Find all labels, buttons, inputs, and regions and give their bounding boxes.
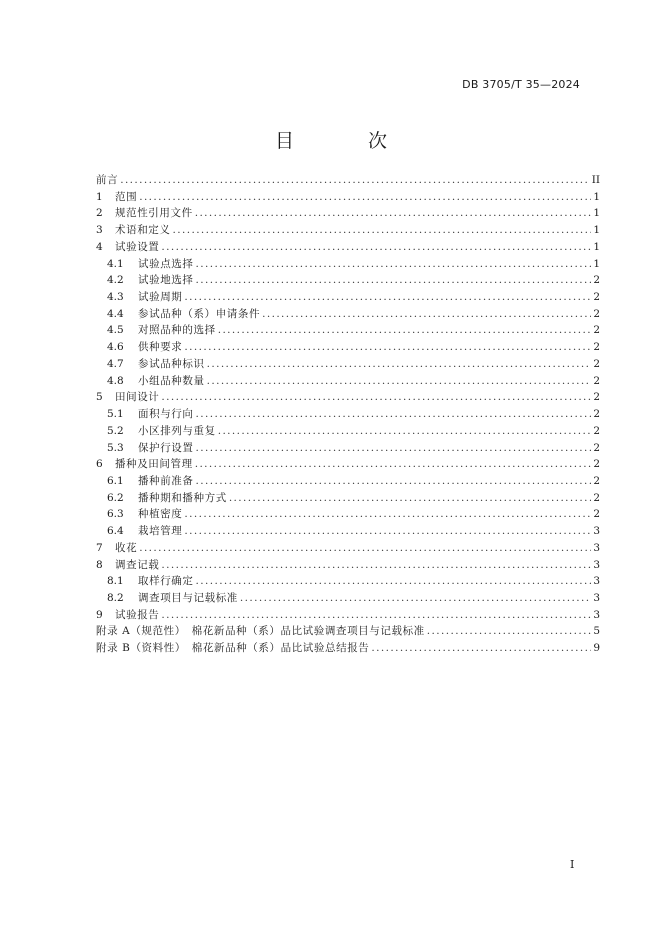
toc-entry-page: 1 [593,224,600,237]
toc-entry-page: 2 [593,474,600,487]
toc-dot-leader [229,492,592,504]
toc-dot-leader [196,442,592,454]
toc-entry-page: 2 [593,324,600,337]
toc-entry-page: 2 [593,391,600,404]
toc-entry-number: 5.1 [107,408,124,421]
toc-entry[interactable] [96,590,600,607]
toc-entry-page: 2 [593,408,600,421]
toc-entry-number: 4.4 [107,307,124,320]
toc-entry-title: 收花 [115,541,138,554]
toc-entry-number: 3 [96,224,103,237]
toc-entry-page: 3 [593,608,600,621]
toc-entry-number: 7 [96,541,103,554]
toc-entry-title: 小区排列与重复 [138,424,216,437]
toc-entry[interactable] [96,189,600,206]
table-of-contents [96,172,600,657]
toc-entry[interactable] [96,506,600,523]
toc-entry-title: 试验点选择 [138,257,194,270]
toc-entry-page: 3 [593,525,600,538]
toc-entry-number: 5.3 [107,441,124,454]
toc-entry-title: 参试品种（系）申请条件 [138,307,261,320]
toc-entry-title: 试验报告 [115,608,160,621]
toc-entry-number: 4.8 [107,374,124,387]
toc-entry-page: 2 [593,441,600,454]
toc-entry-number: 6 [96,458,103,471]
toc-entry-page: 1 [593,257,600,270]
toc-entry-number: 1 [96,190,103,203]
toc-entry-title: 播种期和播种方式 [138,491,227,504]
toc-dot-leader [218,324,592,336]
toc-entry-number: 6.2 [107,491,124,504]
toc-entry-page: 2 [593,291,600,304]
toc-dot-leader [195,207,592,219]
toc-entry-title: 播种及田间管理 [115,458,193,471]
toc-entry-number: 4.1 [107,257,124,270]
toc-entry-title: 附录 A（规范性） 棉花新品种（系）品比试验调查项目与记载标准 [96,625,425,638]
toc-dot-leader [196,258,592,270]
toc-entry-number: 5 [96,391,103,404]
toc-entry[interactable] [96,306,600,323]
toc-entry[interactable] [96,205,600,222]
toc-entry-title: 调查记载 [115,558,160,571]
toc-entry-page: 3 [593,575,600,588]
toc-entry-title: 参试品种标识 [138,357,205,370]
toc-dot-leader [262,308,591,320]
toc-dot-leader [371,642,591,654]
toc-dot-leader [207,375,592,387]
toc-entry-title: 规范性引用文件 [115,207,193,220]
toc-entry[interactable] [96,607,600,624]
toc-entry-title: 术语和定义 [115,224,171,237]
toc-entry-number: 6.3 [107,508,124,521]
toc-entry[interactable] [96,222,600,239]
toc-entry[interactable] [96,473,600,490]
toc-entry-title: 取样行确定 [138,575,194,588]
toc-dot-leader [184,508,591,520]
toc-entry-page: 2 [593,491,600,504]
toc-entry-number: 4.3 [107,291,124,304]
toc-dot-leader [196,408,592,420]
toc-entry-page: 2 [593,274,600,287]
toc-dot-leader [196,575,592,587]
toc-entry-number: 2 [96,207,103,220]
toc-dot-leader [196,274,592,286]
toc-entry[interactable] [96,540,600,557]
toc-entry[interactable] [96,406,600,423]
toc-dot-leader [207,358,592,370]
toc-entry-page: 2 [593,458,600,471]
toc-dot-leader [218,425,592,437]
toc-dot-leader [139,542,591,554]
toc-entry[interactable] [96,373,600,390]
toc-entry[interactable] [96,523,600,540]
toc-dot-leader [184,525,591,537]
toc-dot-leader [161,241,591,253]
toc-dot-leader [173,224,592,236]
toc-entry-page: 1 [593,190,600,203]
toc-entry[interactable] [96,389,600,406]
toc-entry-title: 面积与行向 [138,408,194,421]
toc-entry-page: 3 [593,541,600,554]
toc-dot-leader [161,609,591,621]
toc-dot-leader [161,391,591,403]
toc-entry-number: 4.7 [107,357,124,370]
toc-entry-page: 2 [593,508,600,521]
toc-entry-title: 栽培管理 [138,525,183,538]
toc-entry-title: 保护行设置 [138,441,194,454]
toc-entry-number: 8 [96,558,103,571]
toc-entry-page: 5 [593,625,600,638]
toc-dot-leader [161,559,591,571]
toc-entry[interactable] [96,172,600,189]
toc-entry-number: 4.2 [107,274,124,287]
toc-dot-leader [427,625,592,637]
toc-entry[interactable] [96,339,600,356]
toc-entry[interactable] [96,272,600,289]
toc-entry-title: 小组品种数量 [138,374,205,387]
toc-dot-leader [196,475,592,487]
toc-dot-leader [195,458,592,470]
toc-entry[interactable] [96,623,600,640]
toc-entry[interactable] [96,289,600,306]
toc-entry[interactable] [96,356,600,373]
toc-entry[interactable] [96,423,600,440]
toc-entry-title: 试验设置 [115,240,160,253]
toc-entry-title: 范围 [115,190,138,203]
toc-entry[interactable] [96,239,600,256]
toc-entry-page: 2 [593,341,600,354]
toc-entry-page: II [591,174,600,186]
toc-entry-number: 4.5 [107,324,124,337]
toc-dot-leader [120,174,590,186]
toc-entry-number: 5.2 [107,424,124,437]
toc-entry-number: 9 [96,608,103,621]
toc-entry-page: 2 [593,307,600,320]
toc-entry[interactable] [96,490,600,507]
toc-entry[interactable] [96,440,600,457]
toc-entry-number: 6.1 [107,474,124,487]
toc-entry-number: 4.6 [107,341,124,354]
toc-entry-page: 3 [593,591,600,604]
toc-entry-page: 2 [593,424,600,437]
toc-dot-leader [184,341,591,353]
toc-entry-title: 前言 [96,174,119,186]
toc-entry-title: 试验周期 [138,291,183,304]
toc-entry-number: 4 [96,240,103,253]
toc-entry-title: 播种前准备 [138,474,194,487]
toc-dot-leader [139,191,591,203]
toc-entry-title: 供种要求 [138,341,183,354]
toc-entry-title: 试验地选择 [138,274,194,287]
toc-entry[interactable] [96,456,600,473]
toc-entry-number: 8.1 [107,575,124,588]
toc-entry-title: 田间设计 [115,391,160,404]
toc-entry[interactable] [96,557,600,574]
page-title: 目 次 [274,130,422,152]
toc-entry[interactable] [96,256,600,273]
toc-entry[interactable] [96,640,600,657]
toc-dot-leader [184,291,591,303]
toc-entry-number: 8.2 [107,591,124,604]
toc-entry[interactable] [96,322,600,339]
page-folio: I [570,858,575,871]
toc-entry-number: 6.4 [107,525,124,538]
toc-entry-title: 种植密度 [138,508,183,521]
toc-entry-title: 对照品种的选择 [138,324,216,337]
toc-entry-page: 2 [593,357,600,370]
toc-entry-page: 2 [593,374,600,387]
toc-entry-page: 9 [593,642,600,655]
toc-entry-title: 附录 B（资料性） 棉花新品种（系）品比试验总结报告 [96,642,370,655]
toc-entry-title: 调查项目与记载标准 [138,591,238,604]
toc-dot-leader [240,592,591,604]
toc-entry-page: 3 [593,558,600,571]
toc-entry-page: 1 [593,207,600,220]
doc-code: DB 3705/T 35—2024 [462,78,580,91]
toc-entry[interactable] [96,573,600,590]
toc-entry-page: 1 [593,240,600,253]
